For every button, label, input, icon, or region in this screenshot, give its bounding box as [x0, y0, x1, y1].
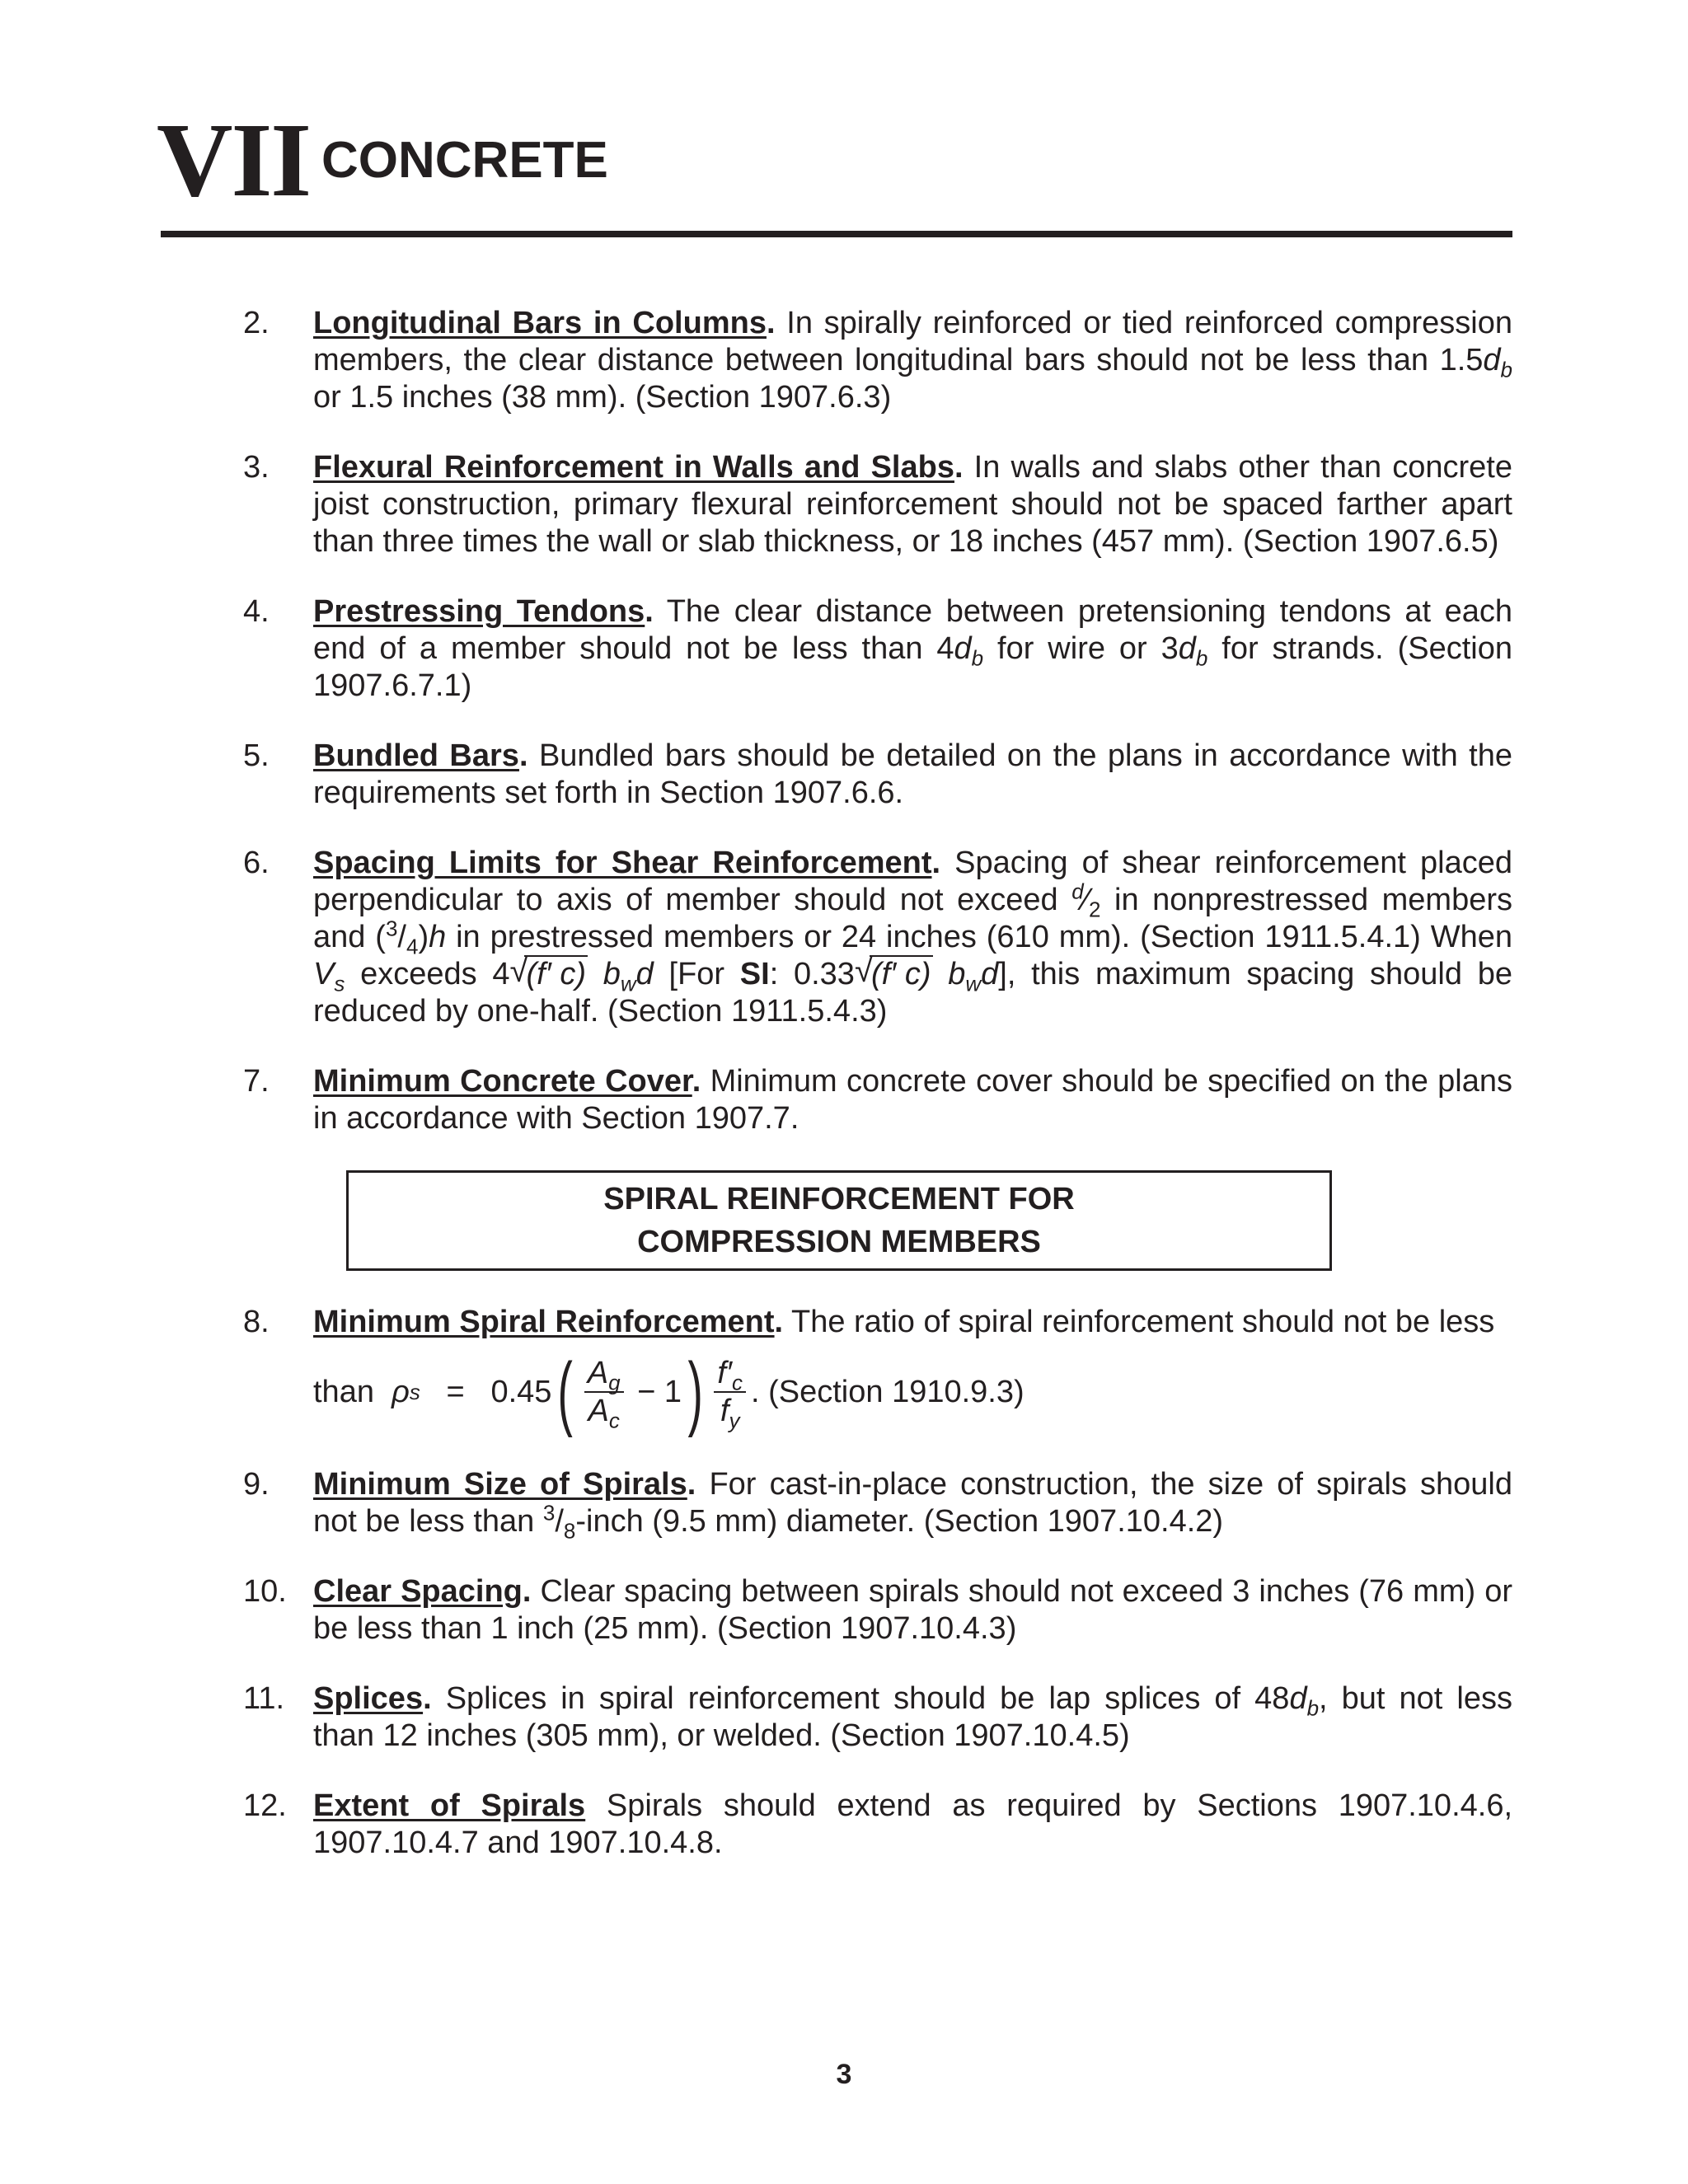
coefficient: 0.45 [490, 1374, 552, 1409]
var-sub: c [608, 1408, 620, 1433]
var-sub: b [1500, 357, 1512, 382]
var-sub: y [729, 1408, 740, 1433]
list-item [243, 593, 1512, 705]
section-heading-box [346, 1170, 1332, 1271]
var: h [429, 920, 447, 954]
item-heading: Minimum Spiral Reinforcement [313, 1305, 775, 1339]
square-root [509, 956, 588, 993]
fraction-denominator: 8 [563, 1518, 576, 1544]
section-heading-line: SPIRAL REINFORCEMENT FOR [603, 1182, 1075, 1216]
var: A [587, 1356, 609, 1390]
fraction-denominator: 2 [1089, 897, 1101, 922]
list-item: 6. Spacing Limits for Shear Reinforcement. Spacing of shear reinforcement placed perpendicular to axis of member should not exceed $^d⁄_2$ in nonprestressed members and $(^3/_4)h$ in prestressed members or 24 inches (610 mm). (Section 1911.5.4.1) When $V_s$ exceeds 4√ (f′ c) $b_wd$ [For SI: 0.33√ (f′ c) $b_wd$], this maximum spacing should be reduced by one-half. (Section 1911.5.4.3) [243, 845, 1512, 1030]
chapter-title: CONCRETE [321, 132, 608, 189]
var: V [313, 957, 335, 991]
item-text: ) [418, 920, 429, 954]
item-number: 4. [243, 594, 270, 629]
var-sub: b [1306, 1695, 1320, 1721]
header-rule [161, 231, 1512, 237]
item-text: For cast-in-place construction, the size of spirals should not be less than [313, 1467, 1513, 1539]
item-number: 5. [243, 738, 270, 773]
var-sub: b [971, 645, 984, 671]
var-sub: g [608, 1370, 621, 1395]
var: d [954, 631, 972, 666]
list-item: 9. Minimum Size of Spirals. For cast-in-place construction, the size of spirals should not be less than $^3/_8$-inch (9.5 mm) diameter. (Section 1907.10.4.2) [243, 1467, 1513, 1544]
item-number: 12. [243, 1788, 287, 1823]
var-sub: s [334, 971, 345, 996]
item-text: Spirals should extend as required by Sections 1907.10.4.6, 1907.10.4.7 and 1907.10.4.8. [313, 1788, 1513, 1860]
list-item [243, 738, 1512, 812]
var: d [1483, 343, 1501, 377]
formula-text: . (Section 1910.9.3) [751, 1374, 1025, 1409]
area-fraction [584, 1355, 624, 1433]
item-heading: Extent of Spirals [313, 1788, 586, 1823]
fraction-numerator: 3 [385, 916, 398, 941]
item-text: Spacing of shear reinforcement placed perpendicular to axis of member should not exceed [313, 846, 1512, 917]
var: f′ [717, 1356, 732, 1390]
item-text [933, 957, 949, 991]
item-heading: Flexural Reinforcement in Walls and Slabs [313, 450, 954, 485]
item-number: 10. [243, 1574, 287, 1609]
var: d [981, 957, 999, 991]
list-item [243, 1063, 1512, 1137]
item-text: for wire or 3 [983, 631, 1179, 666]
item-text: in nonprestressed members and ( [313, 883, 1512, 954]
item-heading: Clear Spacing [313, 1574, 523, 1609]
heading-period: . [774, 1305, 784, 1339]
fraction-numerator: 3 [542, 1500, 556, 1526]
item-text: for strands. (Section 1907.6.7.1) [313, 631, 1512, 703]
strength-fraction [714, 1355, 746, 1433]
var: b [948, 957, 966, 991]
si-label: SI [739, 957, 770, 991]
item-number: 8. [243, 1305, 270, 1339]
section-heading-line: COMPRESSION MEMBERS [637, 1225, 1041, 1259]
item-number: 11. [243, 1681, 285, 1716]
list-item [243, 305, 1512, 416]
heading-period: . [954, 450, 964, 485]
heading-period: . [692, 1064, 701, 1099]
list-item [243, 1304, 1512, 1438]
spiral-ratio-formula [313, 1346, 1512, 1438]
var: d [1178, 631, 1196, 666]
square-root [855, 956, 933, 993]
heading-period: . [645, 594, 654, 629]
var-sub: w [620, 971, 636, 996]
item-text: exceeds 4 [345, 957, 510, 991]
item-text: Splices in spiral reinforcement should be lap splices of 48 [431, 1681, 1290, 1716]
var: b [603, 957, 621, 991]
heading-period: . [931, 846, 941, 880]
item-text: Clear spacing between spirals should not exceed 3 inches (76 mm) or be less than 1 inch (25 mm). (Section 1907.10.4.3) [313, 1574, 1512, 1646]
item-text: ], this maximum spacing should be reduced by one-half. (Section 1911.5.4.3) [313, 957, 1512, 1029]
radicand: (f′ c) [870, 957, 931, 991]
var: A [588, 1394, 609, 1428]
list-item [243, 449, 1512, 560]
rho-symbol: ρ [392, 1374, 410, 1409]
radicand: (f′ c) [526, 957, 587, 991]
var-sub: s [409, 1380, 420, 1404]
item-heading: Bundled Bars [313, 738, 519, 773]
var: d [1289, 1681, 1307, 1716]
page-content [243, 305, 1512, 1895]
equals-sign: = [446, 1374, 465, 1409]
left-paren: ( [557, 1346, 574, 1438]
page-number: 3 [836, 2059, 852, 2090]
list-item [243, 1788, 1512, 1862]
item-number: 3. [243, 450, 270, 485]
item-number: 2. [243, 306, 270, 340]
var-sub: c [732, 1370, 743, 1395]
item-heading: Spacing Limits for Shear Reinforcement [313, 846, 932, 880]
item-text: [For [653, 957, 740, 991]
item-text: , but not less than 12 inches (305 mm), or welded. (Section 1907.10.4.5) [313, 1681, 1512, 1753]
item-text: In walls and slabs other than concrete joist construction, primary flexural reinforcement should not be spaced farther apart than three times the wall or slab thickness, or 18 inches (457 mm). (Section 1907.6.5) [313, 450, 1512, 559]
item-text: : 0.33 [769, 957, 855, 991]
item-text: Minimum concrete cover should be specified on the plans in accordance with Section 1907.7. [313, 1064, 1512, 1136]
item-heading: Prestressing Tendons [313, 594, 645, 629]
item-text: The clear distance between pretensioning tendons at each end of a member should not be less than 4 [313, 594, 1512, 666]
var: d [635, 957, 654, 991]
heading-period: . [687, 1467, 696, 1502]
chapter-header [157, 101, 1508, 239]
item-text: or 1.5 inches (38 mm). (Section 1907.6.3) [313, 380, 892, 415]
item-text [588, 957, 603, 991]
item-text: In spirally reinforced or tied reinforced compression members, the clear distance between longitudinal bars should not be less than 1.5 [313, 306, 1512, 377]
item-heading: Minimum Concrete Cover [313, 1064, 692, 1099]
minus-one: − 1 [637, 1374, 682, 1409]
item-text: -inch (9.5 mm) diameter. (Section 1907.10.4.2) [575, 1504, 1224, 1539]
formula-text: than [313, 1374, 374, 1409]
list-item [243, 1573, 1512, 1647]
item-heading: Longitudinal Bars in Columns [313, 306, 767, 340]
heading-period: . [423, 1681, 432, 1716]
item-heading: Splices [313, 1681, 424, 1716]
var-sub: b [1195, 645, 1208, 671]
list-item [243, 1680, 1512, 1755]
heading-period: . [522, 1574, 532, 1609]
chapter-number: VII [157, 101, 311, 218]
heading-period: . [518, 738, 528, 773]
item-heading: Minimum Size of Spirals [313, 1467, 687, 1502]
heading-period: . [766, 306, 776, 340]
item-number: 7. [243, 1064, 270, 1099]
var: f [720, 1394, 729, 1428]
var-sub: w [965, 971, 982, 996]
fraction-denominator: 4 [406, 934, 419, 959]
item-text: in prestressed members or 24 inches (610 mm). (Section 1911.5.4.1) When [446, 920, 1512, 954]
item-number: 9. [243, 1467, 270, 1502]
item-text: Bundled bars should be detailed on the plans in accordance with the requirements set forth in Section 1907.6.6. [313, 738, 1512, 810]
item-number: 6. [243, 846, 270, 880]
right-paren: ) [687, 1346, 703, 1438]
fraction-numerator: d [1071, 879, 1084, 904]
item-text: The ratio of spiral reinforcement should not be less [783, 1305, 1495, 1339]
